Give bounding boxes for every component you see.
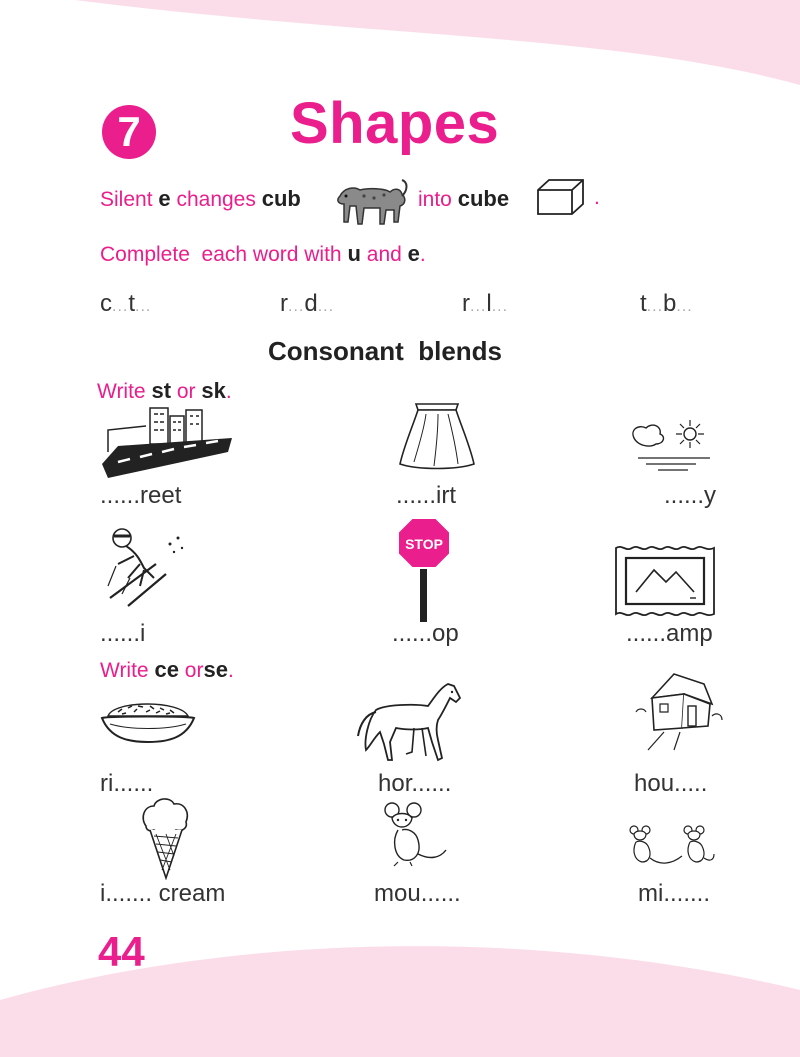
stop-sign-text: STOP: [405, 536, 443, 552]
sky-icon: [628, 416, 720, 474]
mouse-icon: [380, 800, 450, 868]
cube-icon: [535, 176, 587, 216]
word-skirt: ......irt: [396, 482, 456, 509]
ce-se-instruction: Write ce orse.: [100, 657, 234, 682]
lesson-number-badge: 7: [102, 105, 156, 159]
rice-icon: [100, 694, 196, 746]
word-mouse: mou......: [374, 880, 461, 907]
consonant-blends-heading: Consonant blends: [268, 336, 502, 366]
word-mice: mi.......: [638, 880, 710, 907]
silent-e-period: .: [594, 186, 600, 209]
house-icon: [634, 668, 724, 752]
ice-cream-icon: [140, 796, 192, 880]
skirt-icon: [396, 400, 478, 472]
street-icon: [100, 402, 236, 482]
word-horse: hor......: [378, 770, 452, 797]
word-house: hou.....: [634, 770, 708, 797]
horse-icon: [356, 680, 468, 766]
mice-icon: [626, 824, 716, 870]
word-rice: ri......: [100, 770, 154, 797]
leopard-icon: [334, 176, 410, 228]
fill-word-4: t...b...: [640, 290, 693, 317]
word-ski: ......i: [100, 620, 146, 647]
skier-icon: [100, 524, 190, 608]
word-stop: ......op: [392, 620, 459, 647]
complete-instruction: Complete each word with u and e.: [100, 241, 426, 266]
fill-word-1: c...t...: [100, 290, 152, 317]
word-ice-cream: i....... cream: [100, 880, 226, 907]
page-title: Shapes: [290, 91, 500, 156]
stop-sign-icon: [396, 516, 452, 624]
fill-word-3: r...l...: [462, 290, 509, 317]
word-stamp: ......amp: [626, 620, 713, 647]
page-number: 44: [98, 928, 145, 975]
stamp-icon: [612, 544, 718, 618]
silent-e-sentence: Silent e changes cub: [100, 186, 301, 211]
fill-word-2: r...d...: [280, 290, 335, 317]
word-street: ......reet: [100, 482, 182, 509]
word-sky: ......y: [664, 482, 717, 509]
st-sk-instruction: Write st or sk.: [97, 378, 232, 403]
into-cube-text: into cube: [418, 186, 510, 211]
